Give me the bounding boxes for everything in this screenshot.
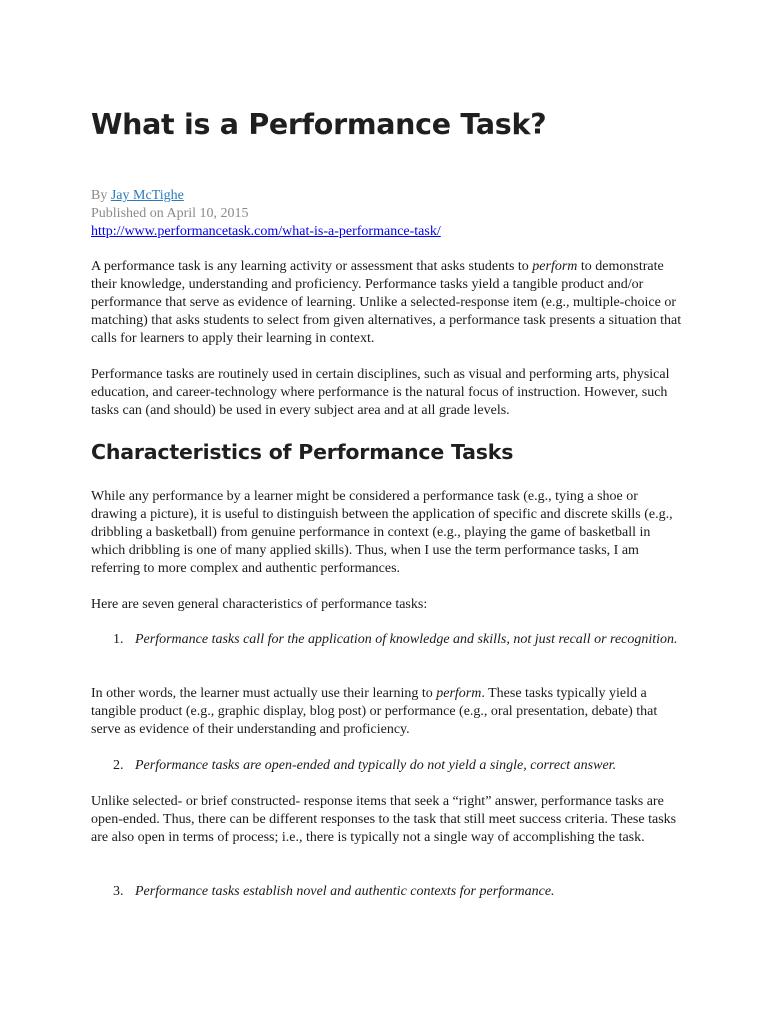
list-item-text: Performance tasks are open-ended and typically do not yield a single, correct answer. (135, 758, 617, 773)
intro-paragraph-1: A performance task is any learning activity or assessment that asks students to perform to demonstrate their knowledge, understanding and proficiency. Performance tasks yield a tangible product and/or performance that serve as evidence of learning. Unlike a selected-response item (e.g., multiple-choice or matching) that asks students to select from given alternatives, a performance task presents a situation that calls for learners to apply their learning in context. (91, 259, 682, 346)
list-item (91, 631, 683, 649)
list-item-text: Performance tasks establish novel and authentic contexts for performance. (135, 884, 555, 899)
list-number: 3. (113, 884, 124, 899)
list-item (91, 883, 683, 901)
source-url-link[interactable]: http://www.performancetask.com/what-is-a-performance-task/ (91, 224, 441, 239)
characteristics-paragraph-4: Unlike selected- or brief constructed- response items that seek a “right” answer, performance tasks are open-ended. Thus, there can be different responses to the task that still meet success criteria. These tasks are also open in terms of process; i.e., there is typically not a single way of accomplishing the task. (91, 794, 677, 845)
emphasis-perform: perform (532, 259, 578, 274)
list-item (91, 757, 683, 775)
section-heading: Characteristics of Performance Tasks (91, 440, 514, 464)
list-number: 1. (113, 632, 124, 647)
byline-prefix: By (91, 188, 111, 203)
intro-paragraph-2: Performance tasks are routinely used in certain disciplines, such as visual and performing arts, physical education, and career-technology where performance is the natural focus of instruction. However, such tasks can (and should) be used in every subject area and at all grade levels. (91, 367, 670, 418)
characteristics-paragraph-1: While any performance by a learner might be considered a performance task (e.g., tying a shoe or drawing a picture), it is useful to distinguish between the application of specific and discrete skills (e.g., dribbling a basketball) from genuine performance in context (e.g., playing the game of basketball in which dribbling is one of many applied skills). Thus, when I use the term performance tasks, I am referring to more complex and authentic performances. (91, 489, 673, 576)
characteristics-intro-line: Here are seven general characteristics of performance tasks: (91, 597, 428, 612)
author-link[interactable]: Jay McTighe (110, 188, 184, 203)
emphasis-perform: perform (436, 686, 482, 701)
source-url-line (91, 223, 441, 240)
list-item-text: Performance tasks call for the application of knowledge and skills, not just recall or recognition. (135, 632, 678, 647)
byline (91, 187, 184, 204)
characteristics-paragraph-3: In other words, the learner must actually use their learning to perform. These tasks typically yield a tangible product (e.g., graphic display, blog post) or performance (e.g., oral presentation, debate) that serve as evidence of their understanding and proficiency. (91, 686, 658, 737)
list-number: 2. (113, 758, 124, 773)
published-date: Published on April 10, 2015 (91, 206, 249, 221)
page-title: What is a Performance Task? (91, 108, 547, 141)
